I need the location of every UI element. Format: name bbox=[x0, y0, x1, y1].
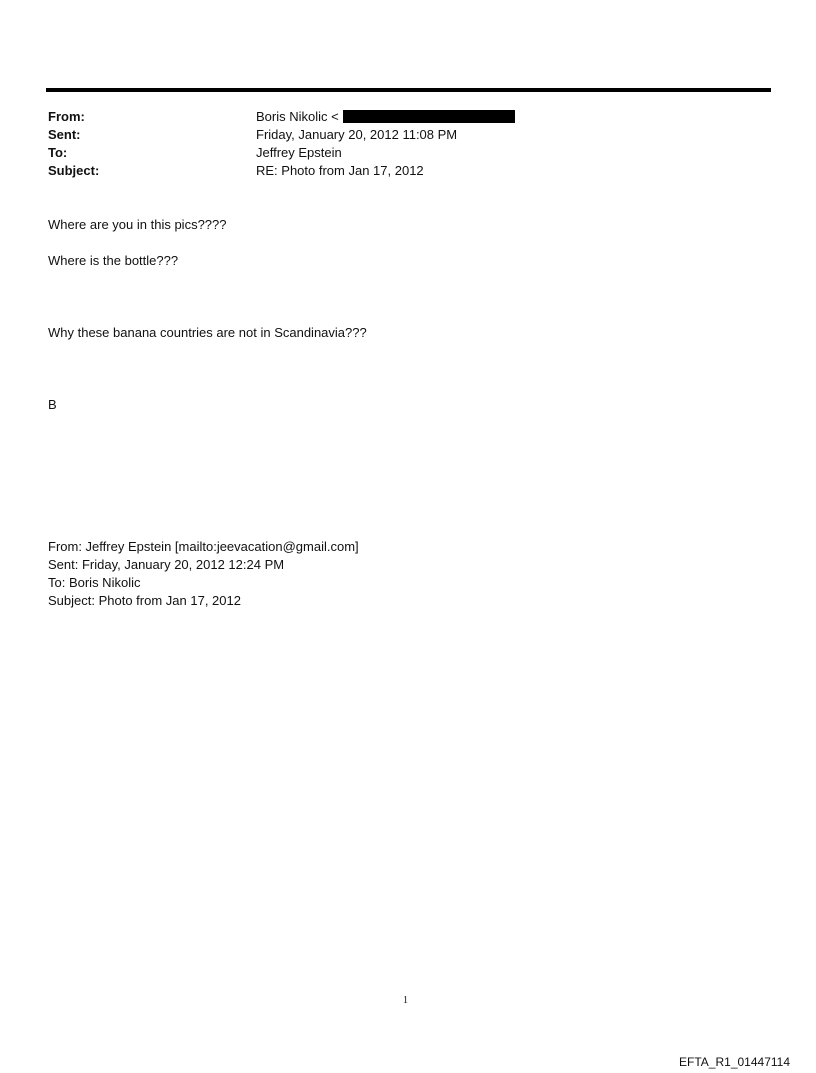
body-line-1: Where are you in this pics???? bbox=[48, 217, 227, 232]
body-line-3: Why these banana countries are not in Scandinavia??? bbox=[48, 325, 367, 340]
subject-label: Subject: bbox=[48, 163, 100, 178]
email-header bbox=[48, 108, 728, 180]
subject-value: RE: Photo from Jan 17, 2012 bbox=[256, 163, 424, 178]
quoted-from: From: Jeffrey Epstein [mailto:jeevacation@gmail.com] bbox=[48, 539, 359, 554]
quoted-to: To: Boris Nikolic bbox=[48, 575, 141, 590]
document-id: EFTA_R1_01447114 bbox=[679, 1055, 790, 1069]
quoted-subject: Subject: Photo from Jan 17, 2012 bbox=[48, 593, 241, 608]
from-value bbox=[256, 108, 728, 126]
sent-row bbox=[48, 126, 728, 144]
page-number: 1 bbox=[403, 995, 408, 1006]
quoted-sent: Sent: Friday, January 20, 2012 12:24 PM bbox=[48, 557, 285, 572]
signature: B bbox=[48, 397, 57, 412]
header-rule bbox=[46, 88, 771, 92]
from-label: From: bbox=[48, 109, 85, 124]
sent-value: Friday, January 20, 2012 11:08 PM bbox=[256, 127, 458, 142]
redaction-bar bbox=[343, 110, 515, 123]
body-line-2: Where is the bottle??? bbox=[48, 253, 179, 268]
subject-row bbox=[48, 162, 728, 180]
from-row bbox=[48, 108, 728, 126]
to-row bbox=[48, 144, 728, 162]
to-value: Jeffrey Epstein bbox=[256, 145, 342, 160]
sent-label: Sent: bbox=[48, 127, 81, 142]
from-name: Boris Nikolic < bbox=[256, 109, 339, 124]
to-label: To: bbox=[48, 145, 68, 160]
